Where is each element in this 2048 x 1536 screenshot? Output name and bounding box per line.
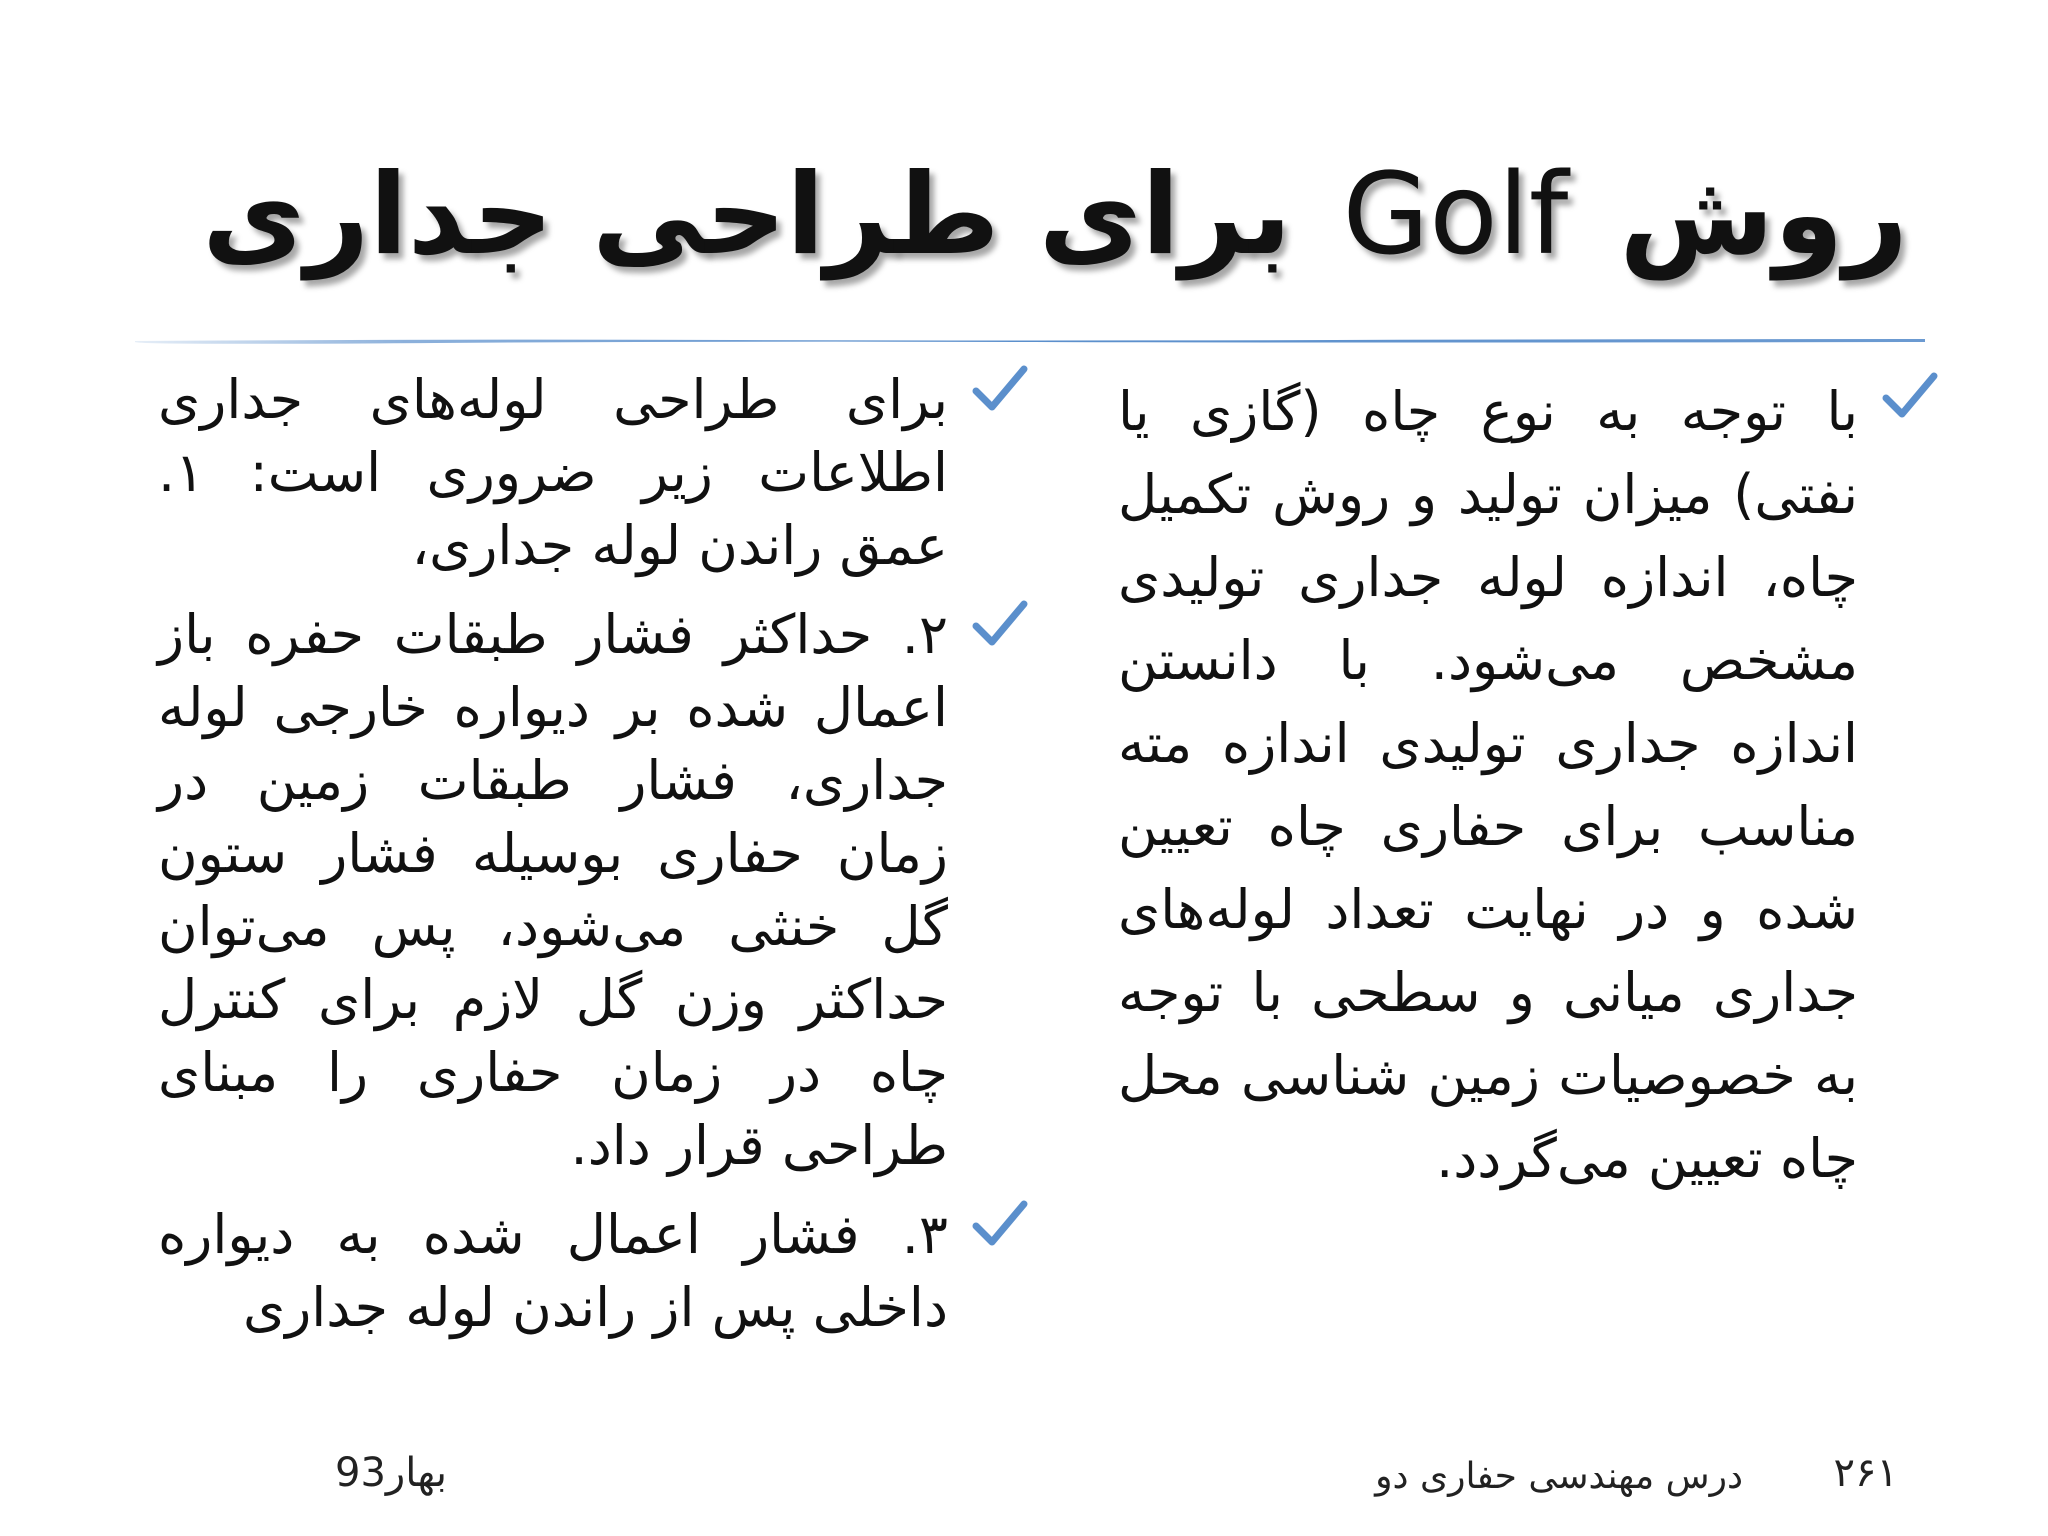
course-name: درس مهندسی حفاری دو	[1375, 1456, 1743, 1497]
title-divider	[135, 336, 1925, 344]
bullet-text: ۲. حداکثر فشار طبقات حفره باز اعمال شده بر دیواره خارجی لوله جداری، فشار طبقات زمین در زمان حفاری بوسیله فشار ستون گل خنثی می‌شود، پس می‌توان حداکثر وزن گل لازم برای کنترل چاه در زمان حفاری را مبنای طراحی قرار داد.	[158, 603, 948, 1177]
bullet-text: ۳. فشار اعمال شده به دیواره داخلی پس از راندن لوله جداری	[158, 1203, 948, 1339]
list-item	[1118, 370, 1858, 1200]
slide-title	[202, 150, 1908, 280]
title-part-1: روش	[1619, 150, 1908, 280]
checkmark-icon	[1880, 368, 1940, 428]
title-part-2: برای طراحی جداری	[202, 150, 1292, 280]
bullet-text: با توجه به نوع چاه (گازی یا نفتی) میزان تولید و روش تکمیل چاه، اندازه لوله جداری تولیدی مشخص می‌شود. با دانستن اندازه جداری تولیدی اندازه مته مناسب برای حفاری چاه تعیین شده و در نهایت تعداد لوله‌های جداری میانی و سطحی با توجه به خصوصیات زمین شناسی محل چاه تعیین می‌گردد.	[1118, 380, 1858, 1190]
list-item	[158, 363, 948, 582]
checkmark-icon	[970, 596, 1030, 656]
right-column	[1118, 370, 1858, 1216]
checkmark-icon	[970, 361, 1030, 421]
list-item	[158, 598, 948, 1182]
left-column	[158, 363, 948, 1360]
page-number: ۲۶۱	[1833, 1450, 1898, 1496]
bullet-text: برای طراحی لوله‌های جداری اطلاعات زیر ضروری است: ۱. عمق راندن لوله جداری،	[158, 368, 948, 577]
title-latin-word: Golf	[1342, 150, 1569, 280]
list-item	[158, 1198, 948, 1344]
checkmark-icon	[970, 1196, 1030, 1256]
season-label: بهار93	[335, 1450, 447, 1496]
